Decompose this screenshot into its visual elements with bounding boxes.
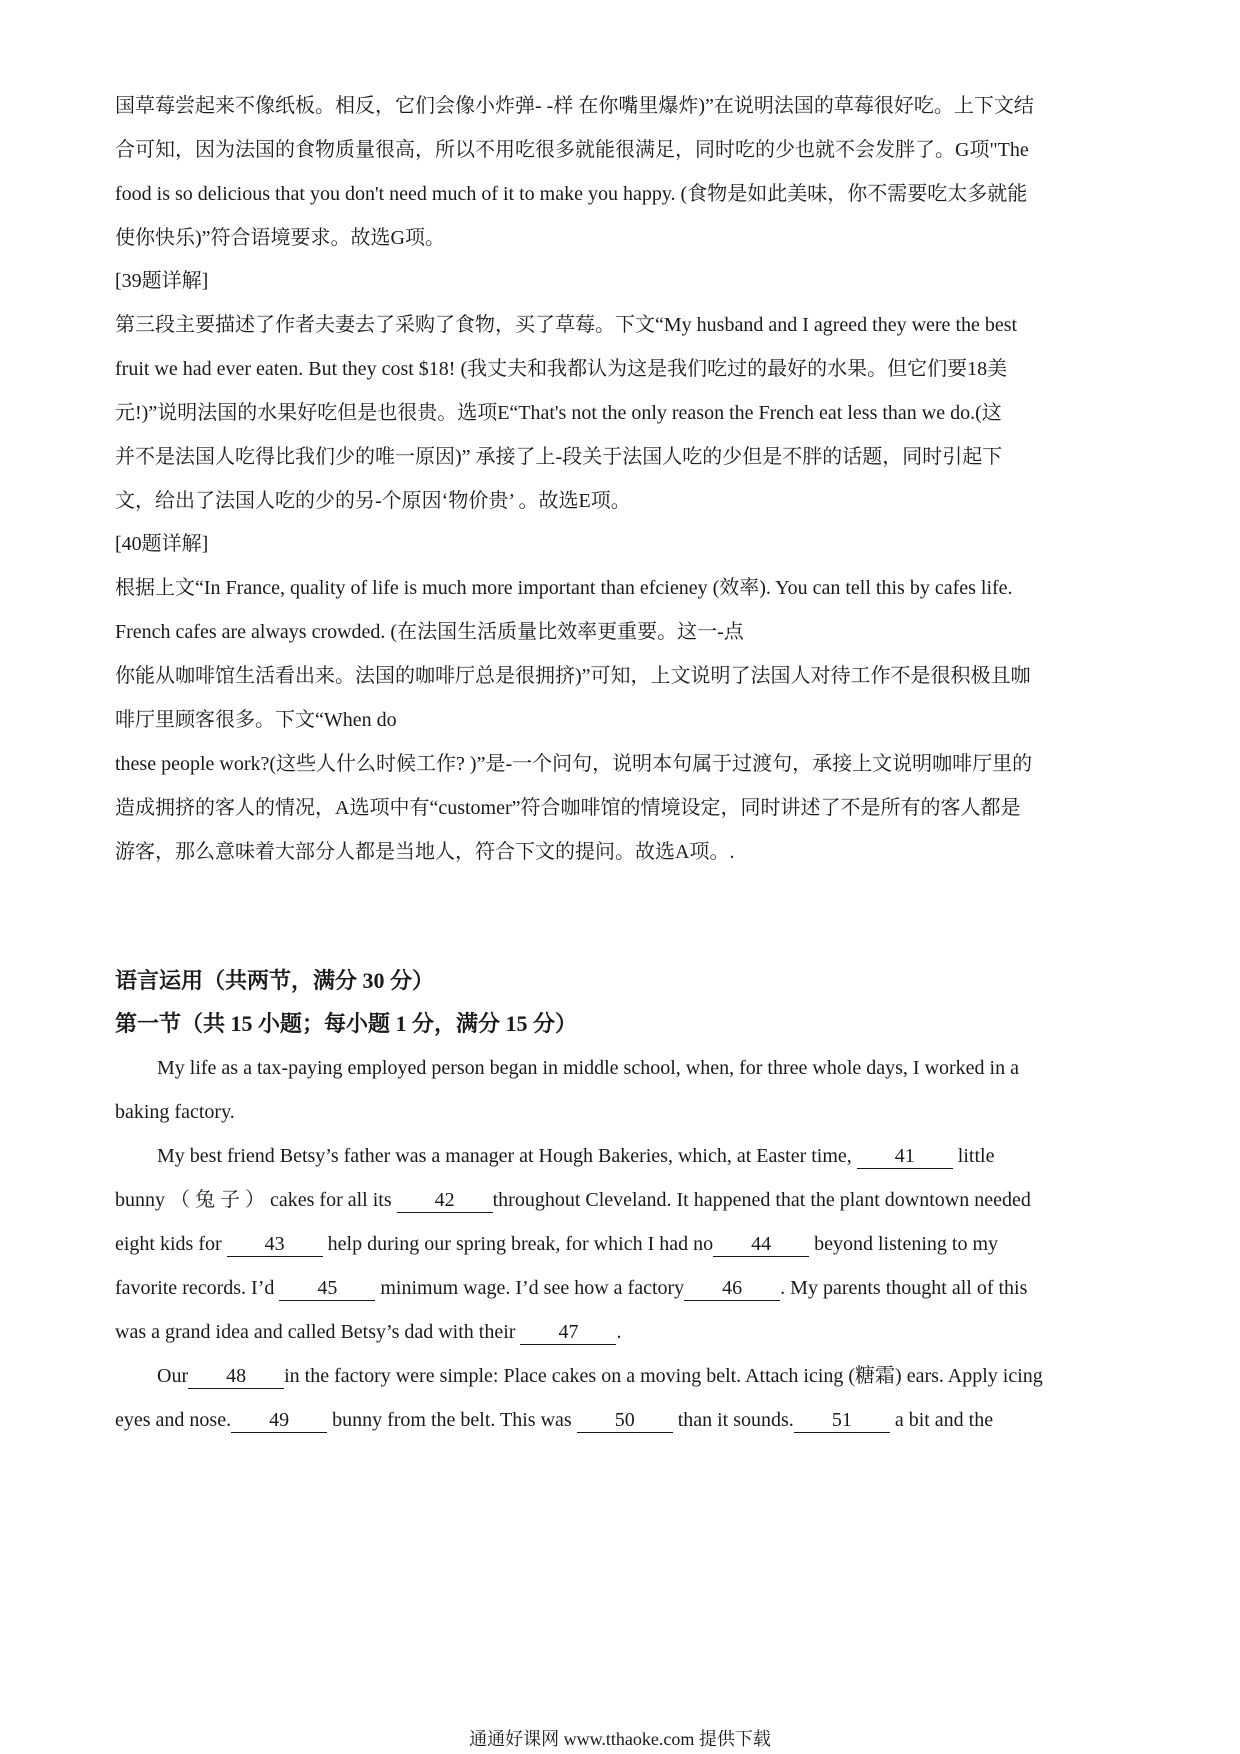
passage-text: little (957, 1145, 995, 1167)
analysis-line: 文，给出了法国人吃的少的另-个原因‘物价贵’ 。故选E项。 (115, 490, 631, 512)
blank-45[interactable]: 45 (279, 1276, 375, 1301)
blank-48[interactable]: 48 (188, 1364, 284, 1389)
analysis-line: 第三段主要描述了作者夫妻去了采购了食物，买了草莓。下文“My husband and I agreed they were the best (115, 314, 1018, 336)
passage-line (115, 1318, 621, 1346)
question-39-heading: [39题详解] (115, 270, 209, 292)
analysis-line: fruit we had ever eaten. But they cost $18! (我丈夫和我都认为这是我们吃过的最好的水果。但它们要18美 (115, 358, 1008, 380)
passage-line: My life as a tax-paying employed person began in middle school, when, for three whole days, I worked in a (157, 1057, 1019, 1079)
analysis-line: 国草莓尝起来不像纸板。相反，它们会像小炸弹- -样 在你嘴里爆炸)”在说明法国的草莓很好吃。上下文结 (115, 95, 1034, 117)
page-footer: 通通好课网 www.tthaoke.com 提供下载 (469, 1729, 771, 1749)
analysis-line: these people work?(这些人什么时候工作? )”是-一个问句，说明本句属于过渡句，承接上文说明咖啡厅里的 (115, 753, 1033, 775)
passage-text: beyond listening to my (814, 1233, 999, 1255)
section-title: 语言运用（共两节，满分 30 分） (115, 968, 435, 993)
blank-41[interactable]: 41 (857, 1144, 953, 1169)
blank-43[interactable]: 43 (227, 1232, 323, 1257)
analysis-line: French cafes are always crowded. (在法国生活质量比效率更重要。这一-点 (115, 621, 744, 643)
analysis-line: food is so delicious that you don't need much of it to make you happy. (食物是如此美味，你不需要吃太多就能 (115, 183, 1028, 205)
passage-text: minimum wage. I’d see how a factory (380, 1277, 685, 1299)
passage-text: in the factory were simple: Place cakes on a moving belt. Attach icing (糖霜) ears. Apply icing (284, 1365, 1043, 1387)
passage-text: eyes and nose. (115, 1409, 232, 1431)
passage-text: . (616, 1321, 622, 1343)
blank-49[interactable]: 49 (231, 1408, 327, 1433)
passage-line (115, 1406, 993, 1434)
analysis-line: 并不是法国人吃得比我们少的唯一原因)” 承接了上-段关于法国人吃的少但是不胖的话题，同时引起下 (115, 446, 1003, 468)
passage-text: Our (157, 1365, 189, 1387)
question-40-heading: [40题详解] (115, 533, 209, 555)
passage-text: a bit and the (894, 1409, 994, 1431)
passage-line (115, 1186, 1031, 1214)
passage-line (115, 1274, 1027, 1302)
blank-44[interactable]: 44 (713, 1232, 809, 1257)
passage-line (157, 1142, 994, 1170)
analysis-line: 元!)”说明法国的水果好吃但是也很贵。选项E“That's not the only reason the French eat less than we do.(这 (115, 402, 1002, 424)
passage-text: My best friend Betsy’s father was a manager at Hough Bakeries, which, at Easter time, (157, 1145, 852, 1167)
passage-text: than it sounds. (677, 1409, 794, 1431)
analysis-line: 使你快乐)”符合语境要求。故选G项。 (115, 227, 445, 249)
passage-text: eight kids for (115, 1233, 222, 1255)
blank-51[interactable]: 51 (794, 1408, 890, 1433)
passage-text: help during our spring break, for which I had no (327, 1233, 714, 1255)
analysis-line: 啡厅里顾客很多。下文“When do (115, 709, 397, 731)
passage-text: throughout Cleveland. It happened that the plant downtown needed (492, 1189, 1031, 1211)
blank-46[interactable]: 46 (684, 1276, 780, 1301)
passage-text: . My parents thought all of this (780, 1277, 1028, 1299)
blank-42[interactable]: 42 (397, 1188, 493, 1213)
analysis-line: 游客，那么意味着大部分人都是当地人，符合下文的提问。故选A项。. (115, 841, 735, 863)
passage-text: bunny （ 兔 子 ） cakes for all its (115, 1189, 392, 1211)
passage-line (157, 1362, 1043, 1390)
passage-text: favorite records. I’d (115, 1277, 275, 1299)
blank-50[interactable]: 50 (577, 1408, 673, 1433)
analysis-line: 合可知，因为法国的食物质量很高，所以不用吃很多就能很满足，同时吃的少也就不会发胖了。G项"The (115, 139, 1029, 161)
blank-47[interactable]: 47 (520, 1320, 616, 1345)
passage-text: was a grand idea and called Betsy’s dad with their (115, 1321, 516, 1343)
passage-line (115, 1230, 998, 1258)
passage-text: bunny from the belt. This was (332, 1409, 572, 1431)
passage-line: baking factory. (115, 1101, 235, 1123)
analysis-line: 根据上文“In France, quality of life is much more important than efcieney (效率). You can tell this by cafes life. (115, 577, 1013, 599)
analysis-line: 造成拥挤的客人的情况，A选项中有“customer”符合咖啡馆的情境设定，同时讲述了不是所有的客人都是 (115, 797, 1021, 819)
section-subtitle: 第一节（共 15 小题；每小题 1 分，满分 15 分） (115, 1011, 578, 1036)
analysis-line: 你能从咖啡馆生活看出来。法国的咖啡厅总是很拥挤)”可知，上文说明了法国人对待工作不是很积极且咖 (115, 665, 1031, 687)
